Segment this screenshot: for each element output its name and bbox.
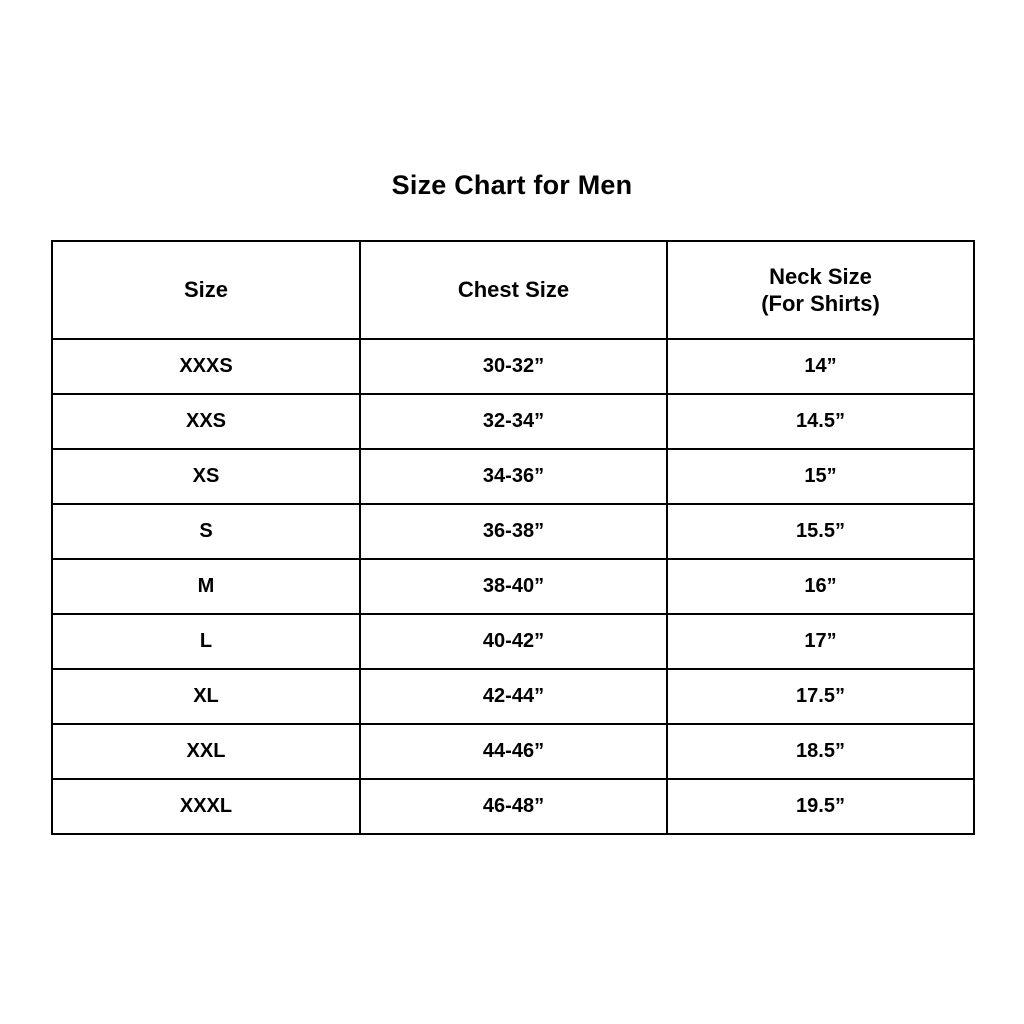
table-row [52,504,974,559]
table-header [52,241,974,339]
cell-neck: 14” [667,339,974,394]
cell-chest: 38-40” [360,559,667,614]
cell-chest: 36-38” [360,504,667,559]
cell-chest: 44-46” [360,724,667,779]
table-row [52,339,974,394]
column-header-neck-label: Neck Size [769,263,872,289]
cell-neck: 15.5” [667,504,974,559]
cell-size: L [52,614,360,669]
cell-size: XXL [52,724,360,779]
cell-chest: 34-36” [360,449,667,504]
table-row [52,614,974,669]
column-header-size [52,241,360,339]
column-header-size-label: Size [183,277,229,303]
table-row [52,449,974,504]
table-row [52,779,974,834]
cell-neck: 14.5” [667,394,974,449]
table-body [52,339,974,834]
cell-neck: 16” [667,559,974,614]
cell-chest: 40-42” [360,614,667,669]
table-row [52,724,974,779]
page-title: Size Chart for Men [391,170,633,200]
cell-chest: 46-48” [360,779,667,834]
table-row [52,559,974,614]
cell-size: XS [52,449,360,504]
cell-chest: 30-32” [360,339,667,394]
cell-chest: 42-44” [360,669,667,724]
table-row [52,669,974,724]
cell-neck: 18.5” [667,724,974,779]
cell-size: XL [52,669,360,724]
size-chart-table [51,240,975,835]
column-header-chest-label: Chest Size [457,277,570,303]
column-header-chest [360,241,667,339]
column-header-neck [667,241,974,339]
table-header-row [52,241,974,339]
table-row [52,394,974,449]
cell-size: XXS [52,394,360,449]
cell-size: XXXS [52,339,360,394]
column-header-neck-sublabel: (For Shirts) [761,291,880,316]
cell-neck: 17” [667,614,974,669]
cell-size: M [52,559,360,614]
cell-size: S [52,504,360,559]
cell-size: XXXL [52,779,360,834]
cell-neck: 15” [667,449,974,504]
cell-neck: 17.5” [667,669,974,724]
cell-neck: 19.5” [667,779,974,834]
cell-chest: 32-34” [360,394,667,449]
